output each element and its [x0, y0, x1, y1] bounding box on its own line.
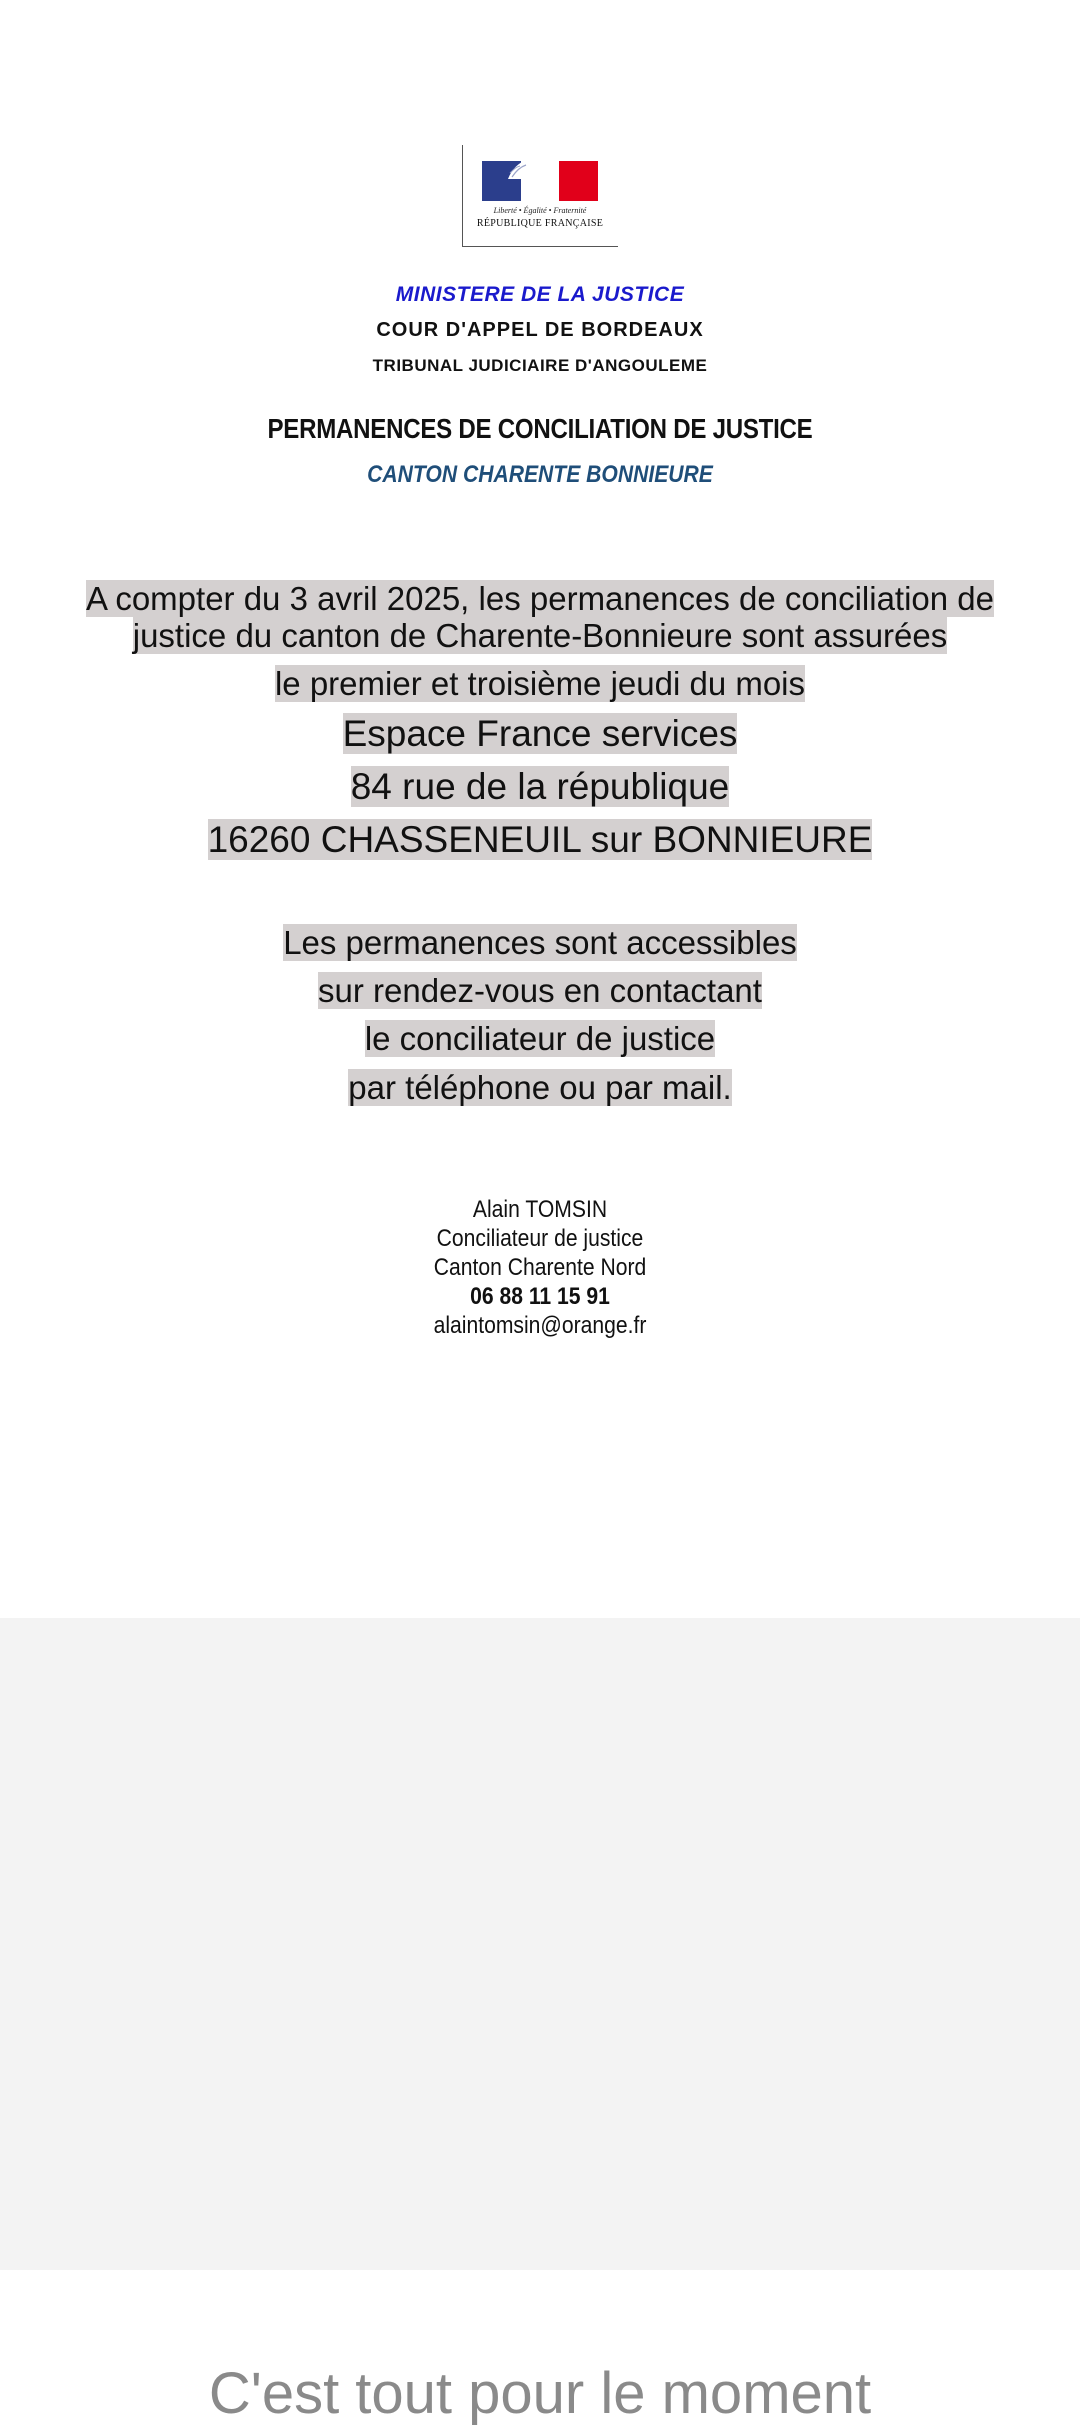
access-text-3: le conciliateur de justice — [364, 1020, 716, 1057]
notice-schedule — [0, 665, 1080, 703]
access-line-4 — [0, 1069, 1080, 1107]
logo-republique-francaise: RÉPUBLIQUE FRANÇAISE — [476, 218, 604, 229]
notice-street — [0, 766, 1080, 808]
canton-subtitle: CANTON CHARENTE BONNIEURE — [367, 461, 713, 488]
ministere-heading: MINISTERE DE LA JUSTICE — [395, 283, 685, 306]
access-line-3 — [0, 1020, 1080, 1058]
cour-heading: COUR D'APPEL DE BORDEAUX — [376, 319, 704, 341]
access-text-2: sur rendez-vous en contactant — [318, 972, 762, 1009]
notice-venue — [0, 713, 1080, 755]
contact-phone[interactable]: 06 88 11 15 91 — [470, 1283, 610, 1310]
tribunal-heading: TRIBUNAL JUDICIAIRE D'ANGOULEME — [372, 356, 708, 375]
republique-francaise-logo — [462, 145, 618, 247]
page-title: PERMANENCES DE CONCILIATION DE JUSTICE — [267, 413, 813, 444]
access-line-2 — [0, 972, 1080, 1010]
access-text-4: par téléphone ou par mail. — [348, 1069, 732, 1106]
notice-line-1a: A compter du 3 avril 2025, les permanences de conciliation de — [85, 580, 995, 617]
contact-name: Alain TOMSIN — [472, 1196, 608, 1223]
contact-role: Conciliateur de justice — [436, 1225, 644, 1252]
notice-line-2: le premier et troisième jeudi du mois — [274, 665, 806, 702]
notice-line-3: Espace France services — [342, 713, 738, 754]
access-text-1: Les permanences sont accessibles — [283, 924, 797, 961]
logo-divider-horizontal — [462, 246, 618, 247]
marianne-icon — [498, 149, 542, 183]
notice-line-4: 84 rue de la république — [350, 766, 730, 807]
logo-divider-vertical — [462, 145, 463, 247]
contact-email[interactable]: alaintomsin@orange.fr — [433, 1312, 647, 1339]
notice-paragraph — [0, 580, 1080, 654]
access-line-1 — [0, 924, 1080, 962]
page-gap-area — [0, 1618, 1080, 2270]
notice-city — [0, 819, 1080, 861]
logo-motto: Liberté • Égalité • Fraternité — [493, 206, 587, 215]
contact-canton: Canton Charente Nord — [433, 1254, 647, 1281]
notice-line-1b: justice du canton de Charente-Bonnieure sont assurées — [132, 617, 948, 654]
end-of-content-message: C'est tout pour le moment — [208, 2361, 872, 2426]
notice-line-5: 16260 CHASSENEUIL sur BONNIEURE — [207, 819, 873, 860]
